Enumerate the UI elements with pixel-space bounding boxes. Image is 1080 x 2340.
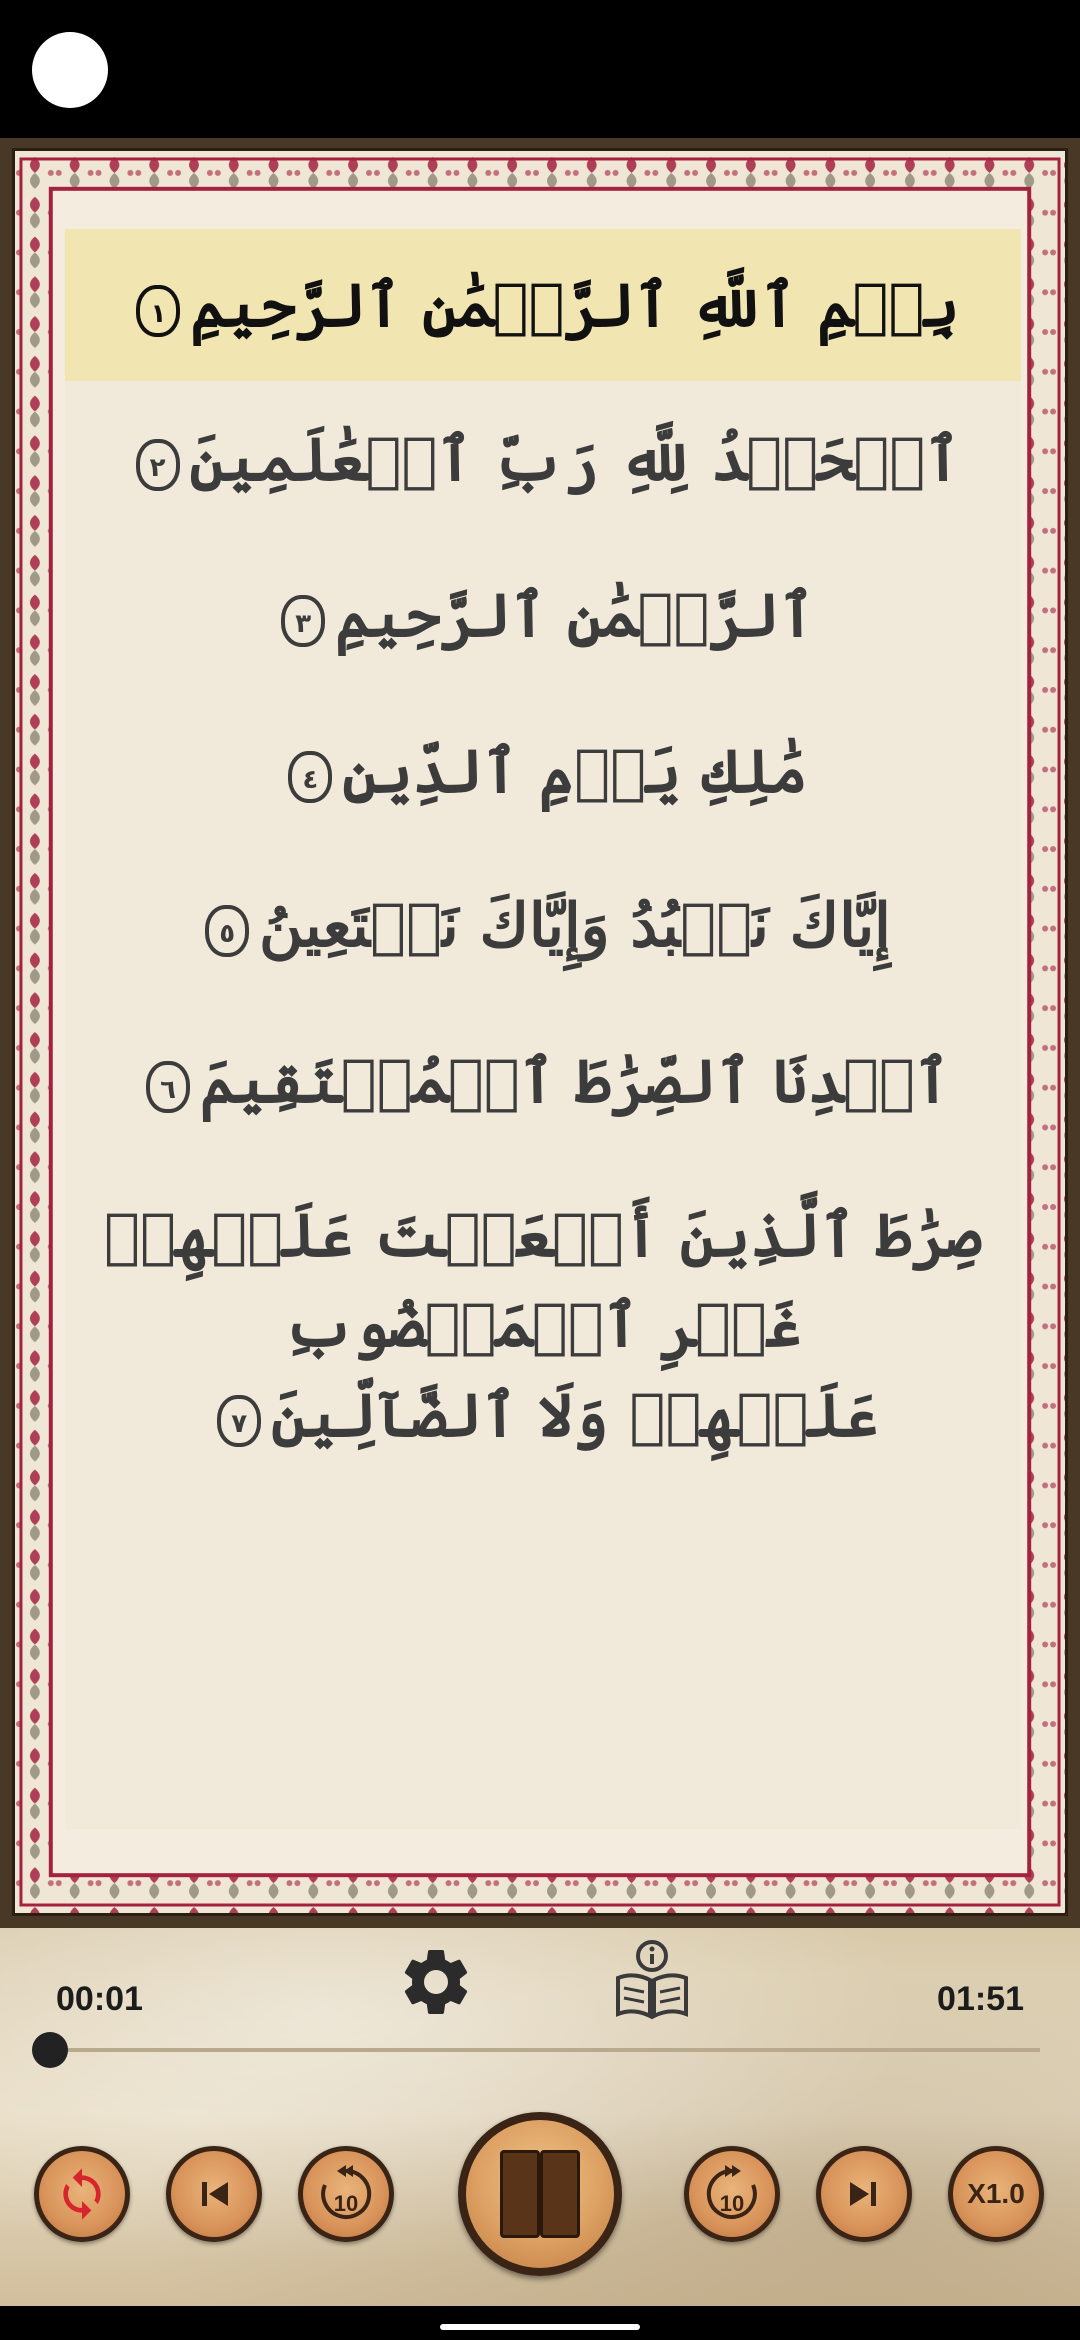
- ayah-7[interactable]: [65, 1191, 1021, 1461]
- book-info-icon: [612, 1938, 692, 2022]
- forward-10-button[interactable]: [684, 2146, 780, 2242]
- camera-cutout: [32, 32, 108, 108]
- audio-player: [0, 1928, 1080, 2340]
- ornamental-border: [12, 148, 1068, 1916]
- pause-button[interactable]: [458, 2112, 622, 2276]
- ayah-text: إِيَّاكَ نَعۡبُدُ وَإِيَّاكَ نَسۡتَعِينُ: [259, 891, 891, 961]
- ayah-number-marker: ٢: [136, 439, 180, 491]
- repeat-icon: [54, 2166, 110, 2222]
- ayah-5[interactable]: [65, 881, 1021, 971]
- ayah-text: ٱلۡحَمۡدُ لِلَّهِ رَبِّ ٱلۡعَٰلَمِينَ: [189, 425, 961, 495]
- repeat-button[interactable]: [34, 2146, 130, 2242]
- ayah-text: بِسۡمِ ٱللَّهِ ٱلرَّحۡمَٰنِ ٱلرَّحِيمِ: [190, 271, 960, 341]
- ayah-text-area[interactable]: [65, 229, 1021, 1829]
- next-button[interactable]: [816, 2146, 912, 2242]
- ayah-6[interactable]: [65, 1037, 1021, 1127]
- ayah-text: ٱهۡدِنَا ٱلصِّرَٰطَ ٱلۡمُسۡتَقِيمَ: [200, 1047, 950, 1117]
- seek-bar[interactable]: [40, 2048, 1040, 2052]
- gear-icon: [396, 1942, 476, 2022]
- ayah-number-marker: ٧: [217, 1395, 261, 1447]
- ayah-2[interactable]: [65, 415, 1021, 505]
- playback-speed-button[interactable]: [948, 2146, 1044, 2242]
- skip-previous-icon: [190, 2170, 238, 2218]
- ayah-1[interactable]: [65, 261, 1021, 351]
- rewind-10-button[interactable]: [298, 2146, 394, 2242]
- rewind-amount: 10: [333, 2191, 359, 2216]
- mushaf-page-frame: [0, 138, 1080, 1928]
- status-bar: [0, 0, 1080, 138]
- skip-next-icon: [840, 2170, 888, 2218]
- ayah-text: مَٰلِكِ يَوۡمِ ٱلدِّينِ: [342, 737, 808, 807]
- ayah-text-line: صِرَٰطَ ٱلَّذِينَ أَنۡعَمۡتَ عَلَيۡهِمۡ غَيۡرِ ٱلۡمَغۡضُوبِ: [103, 1201, 983, 1361]
- speed-label: X1.0: [967, 2178, 1025, 2209]
- ayah-number-marker: ٥: [205, 905, 249, 957]
- ayah-number-marker: ٣: [281, 595, 325, 647]
- tafsir-button[interactable]: [612, 1938, 692, 2022]
- nav-bar: [0, 2306, 1080, 2340]
- ayah-3[interactable]: [65, 571, 1021, 661]
- ayah-number-marker: ١: [136, 285, 180, 337]
- total-time: 01:51: [937, 1980, 1024, 2018]
- forward-amount: 10: [719, 2191, 745, 2216]
- settings-button[interactable]: [396, 1942, 476, 2022]
- previous-button[interactable]: [166, 2146, 262, 2242]
- ayah-4[interactable]: [65, 727, 1021, 817]
- seek-thumb[interactable]: [32, 2032, 68, 2068]
- current-time: 00:01: [56, 1980, 143, 2018]
- ayah-number-marker: ٤: [288, 751, 332, 803]
- home-indicator[interactable]: [440, 2324, 640, 2330]
- ayah-text-line: عَلَيۡهِمۡ وَلَا ٱلضَّآلِّينَ: [271, 1381, 879, 1451]
- ayah-text: ٱلرَّحۡمَٰنِ ٱلرَّحِيمِ: [335, 581, 815, 651]
- ayah-number-marker: ٦: [146, 1061, 190, 1113]
